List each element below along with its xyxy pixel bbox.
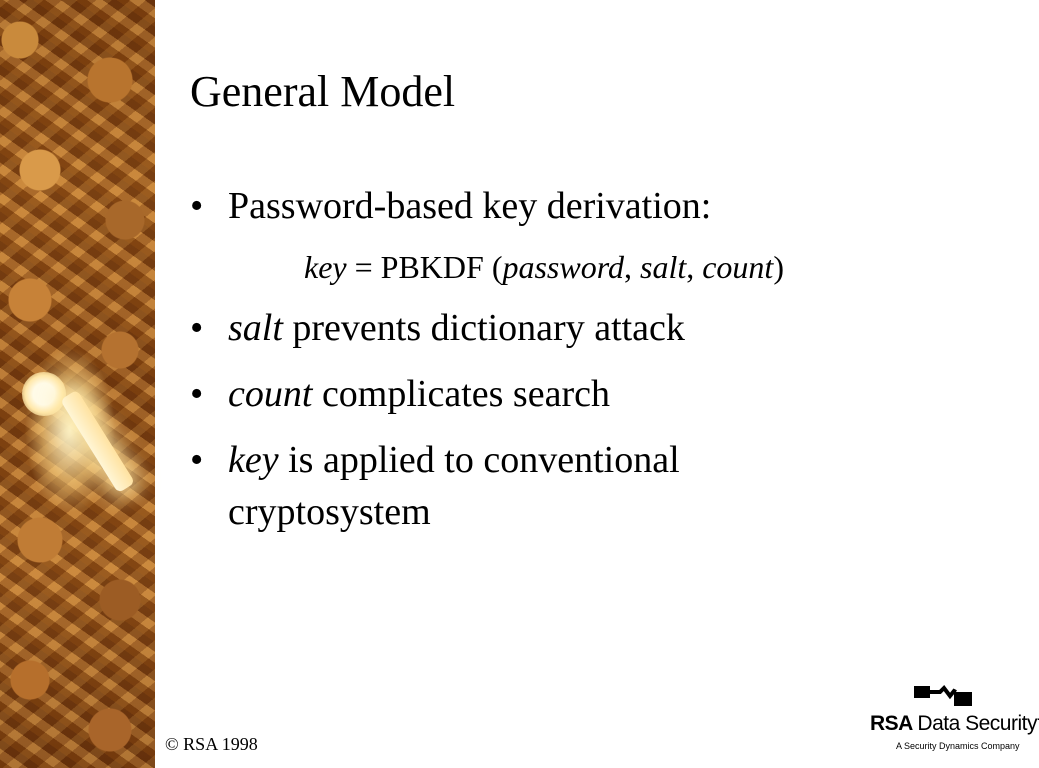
logo-name: Data Security: [917, 712, 1037, 735]
bullet-item: [190, 434, 808, 538]
formula-lhs: key: [304, 249, 347, 285]
bullet-item: [190, 180, 711, 232]
bullet-text: complicates search: [312, 373, 610, 415]
bullet-text: prevents dictionary attack: [282, 307, 685, 349]
formula-close: ): [773, 249, 784, 285]
bullet-dot: •: [190, 373, 204, 415]
logo-tagline: A Security Dynamics Company: [896, 741, 1020, 751]
bullet-dot: •: [190, 307, 204, 349]
rsa-logo-wordmark: [870, 712, 1037, 736]
bullet-dot: •: [190, 185, 204, 227]
bullet-italic-term: key: [228, 439, 279, 481]
formula-arg-count: count: [702, 249, 774, 285]
formula-sep: ,: [623, 249, 640, 285]
glowing-key-head: [22, 372, 66, 416]
bullet-dot: •: [190, 439, 204, 481]
slide-title: General Model: [190, 67, 456, 116]
glowing-key-shaft: [60, 389, 135, 493]
bullet-item: [190, 302, 685, 354]
formula-eq: = PBKDF (: [346, 249, 503, 285]
formula-arg-salt: salt: [639, 249, 687, 285]
bullet-item: [190, 368, 610, 420]
logo-brand: RSA: [870, 712, 913, 735]
rsa-key-mark-icon: [914, 683, 972, 709]
copyright-footer: © RSA 1998: [165, 734, 258, 754]
bullet-text: is applied to conventional cryptosystem: [228, 439, 680, 533]
formula-arg-password: password: [502, 249, 624, 285]
bullet-italic-term: count: [228, 373, 313, 415]
rsa-logo: [870, 683, 1037, 763]
sidebar-keys-image: [0, 0, 155, 768]
bullet-italic-term: salt: [228, 307, 283, 349]
bullet-text: Password-based key derivation:: [228, 185, 712, 227]
formula-sep: ,: [686, 249, 703, 285]
pbkdf-formula: [304, 245, 784, 289]
